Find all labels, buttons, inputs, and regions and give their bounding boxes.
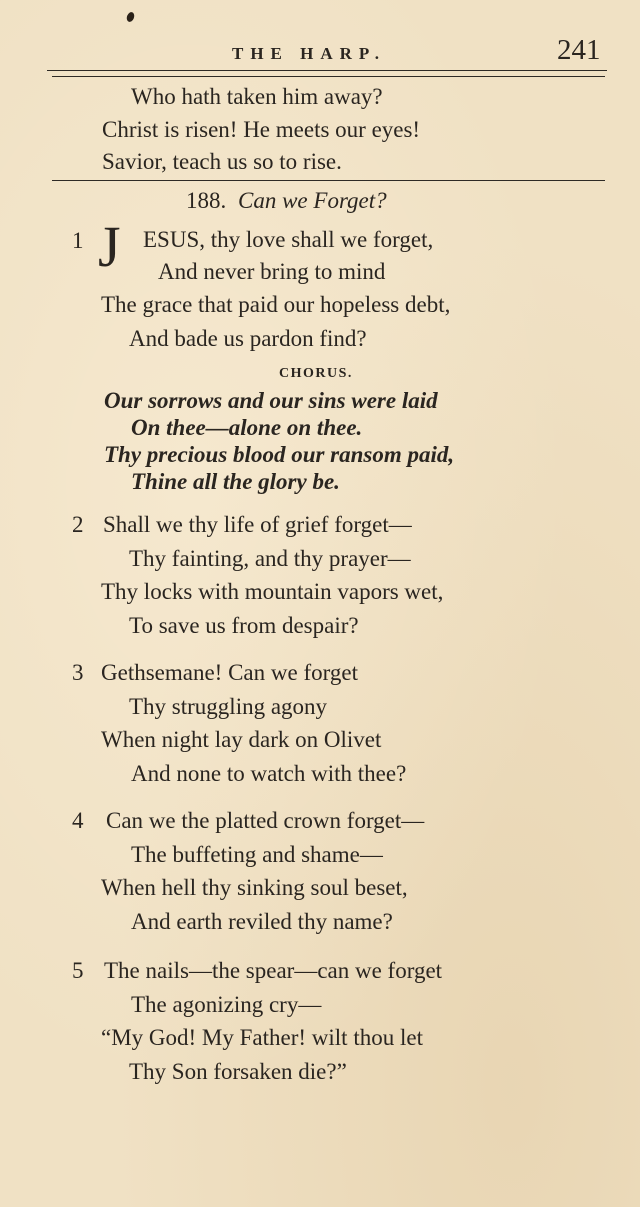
stanza-5-line-3: “My God! My Father! wilt thou let: [101, 1025, 423, 1050]
chorus-line-4: Thine all the glory be.: [131, 469, 340, 494]
running-header: THE HARP.: [232, 44, 387, 63]
stanza-5-line-4: Thy Son forsaken die?”: [129, 1059, 347, 1084]
stanza-4-line-2: The buffeting and shame—: [131, 842, 383, 867]
header-rule-top: [47, 70, 607, 71]
stanza-number-3: 3: [72, 660, 84, 685]
stanza-2-line-3: Thy locks with mountain vapors wet,: [101, 579, 444, 604]
prev-hymn-line-1: Who hath taken him away?: [131, 84, 383, 109]
chorus-line-3: Thy precious blood our ransom paid,: [104, 442, 455, 467]
stanza-3-line-2: Thy struggling agony: [129, 694, 328, 719]
stanza-1-line-2: And never bring to mind: [158, 259, 386, 284]
stanza-4-line-4: And earth reviled thy name?: [131, 909, 393, 934]
stanza-number-5: 5: [72, 958, 84, 983]
stanza-5-line-2: The agonizing cry—: [131, 992, 322, 1017]
stanza-4-line-3: When hell thy sinking soul beset,: [101, 875, 408, 900]
page-number: 241: [557, 34, 601, 66]
chorus-line-1: Our sorrows and our sins were laid: [104, 388, 438, 413]
stanza-4-line-1: Can we the platted crown forget—: [106, 808, 425, 833]
chorus-label: CHORUS.: [279, 366, 353, 381]
stanza-1-line-1: ESUS, thy love shall we forget,: [143, 227, 434, 252]
stanza-3-line-1: Gethsemane! Can we forget: [101, 660, 358, 685]
hymn-heading: [186, 188, 387, 214]
stanza-3-line-4: And none to watch with thee?: [131, 761, 407, 786]
hymn-number: 188.: [186, 188, 227, 213]
stanza-1-line-3: The grace that paid our hopeless debt,: [101, 292, 451, 317]
stanza-number-1: 1: [72, 228, 84, 253]
stanza-2-line-1: Shall we thy life of grief forget—: [103, 512, 412, 537]
prev-hymn-line-2: Christ is risen! He meets our eyes!: [102, 117, 421, 142]
stanza-number-4: 4: [72, 808, 84, 833]
stanza-5-line-1: The nails—the spear—can we forget: [104, 958, 443, 983]
stanza-number-2: 2: [72, 512, 84, 537]
chorus-line-2: On thee—alone on thee.: [131, 415, 363, 440]
prev-hymn-line-3: Savior, teach us so to rise.: [102, 149, 342, 174]
stanza-1-line-4: And bade us pardon find?: [129, 326, 367, 351]
stanza-2-line-4: To save us from despair?: [129, 613, 359, 638]
header-rule-bottom: [52, 76, 605, 77]
ink-blot: [126, 11, 136, 23]
hymn-title: Can we Forget?: [238, 188, 387, 213]
stanza-3-line-3: When night lay dark on Olivet: [101, 727, 382, 752]
drop-cap: J: [98, 214, 121, 279]
stanza-2-line-2: Thy fainting, and thy prayer—: [129, 546, 411, 571]
section-rule: [52, 180, 605, 181]
